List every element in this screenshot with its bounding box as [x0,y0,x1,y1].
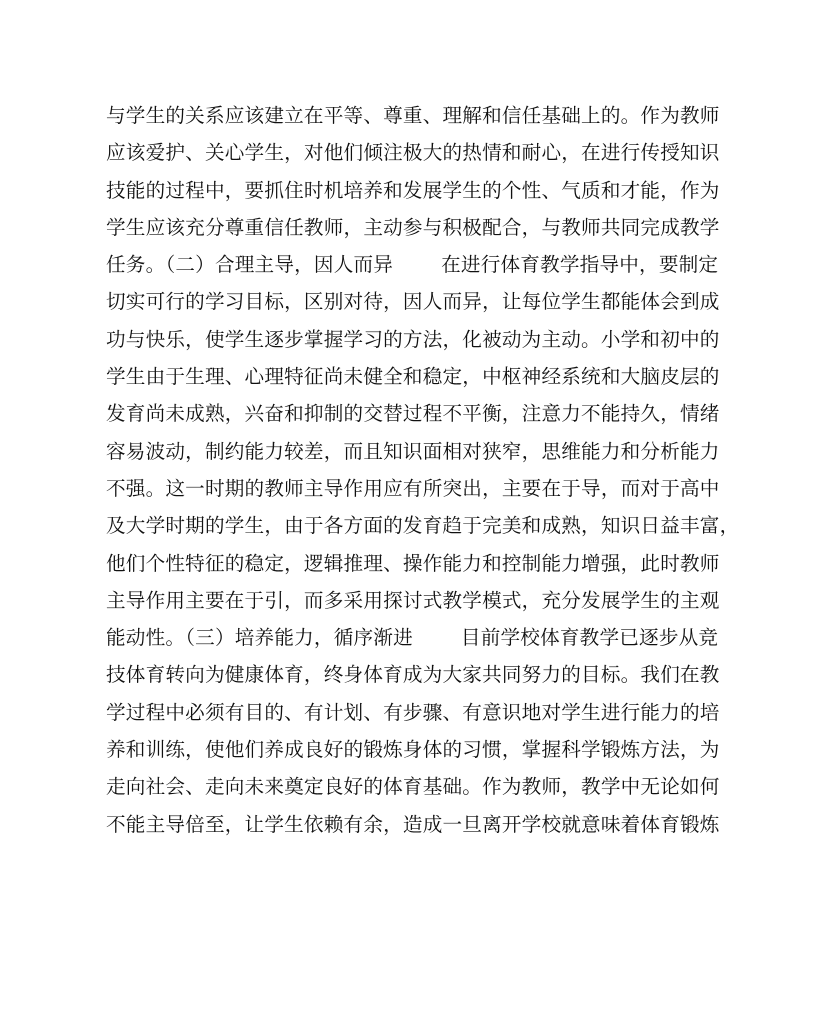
text-line: 他们个性特征的稳定，逻辑推理、操作能力和控制能力增强，此时教师 [106,551,720,575]
text-line: 功与快乐，使学生逐步掌握学习的方法，化被动为主动。小学和初中的 [106,327,720,351]
text-line: 与学生的关系应该建立在平等、尊重、理解和信任基础上的。作为教师 [106,104,720,127]
body-text [106,97,740,843]
text-line: 不能主导倍至，让学生依赖有余，造成一旦离开学校就意味着体育锻炼 [106,812,720,836]
text-line: 不强。这一时期的教师主导作用应有所突出，主要在于导，而对于高中 [106,476,720,500]
text-line: 应该爱护、关心学生，对他们倾注极大的热情和耐心，在进行传授知识 [106,141,720,165]
text-line: 发育尚未成熟，兴奋和抑制的交替过程不平衡，注意力不能持久，情绪 [106,402,720,426]
text-line: 容易波动，制约能力较差，而且知识面相对狭窄，思维能力和分析能力 [106,439,720,463]
text-line: 学生由于生理、心理特征尚未健全和稳定，中枢神经系统和大脑皮层的 [106,365,720,389]
text-line [106,619,719,656]
text-line: 及大学时期的学生，由于各方面的发育趋于完美和成熟，知识日益丰富， [106,514,740,538]
text-line: 养和训练，使他们养成良好的锻炼身体的习惯，掌握科学锻炼方法，为 [106,738,720,762]
section-heading-2: 任务。（二）合理主导，因人而异 [106,253,394,277]
text-line: 主导作用主要在于引，而多采用探讨式教学模式，充分发展学生的主观 [106,588,720,612]
text-line: 技体育转向为健康体育，终身体育成为大家共同努力的目标。我们在教 [106,663,720,687]
text-line [106,246,719,283]
text-line: 切实可行的学习目标，区别对待，因人而异，让每位学生都能体会到成 [106,290,720,314]
text-line: 走向社会、走向未来奠定良好的体育基础。作为教师，教学中无论如何 [106,775,720,799]
text-line: 技能的过程中，要抓住时机培养和发展学生的个性、气质和才能，作为 [106,178,720,202]
text-line: 学生应该充分尊重信任教师，主动参与积极配合，与教师共同完成教学 [106,215,720,239]
text-segment: 在进行体育教学指导中，要制定 [441,253,719,277]
text-segment: 目前学校体育教学已逐步从竞 [460,626,719,650]
section-heading-3: 能动性。（三）培养能力，循序渐进 [106,626,413,650]
text-line: 学过程中必须有目的、有计划、有步骤、有意识地对学生进行能力的培 [106,700,720,724]
